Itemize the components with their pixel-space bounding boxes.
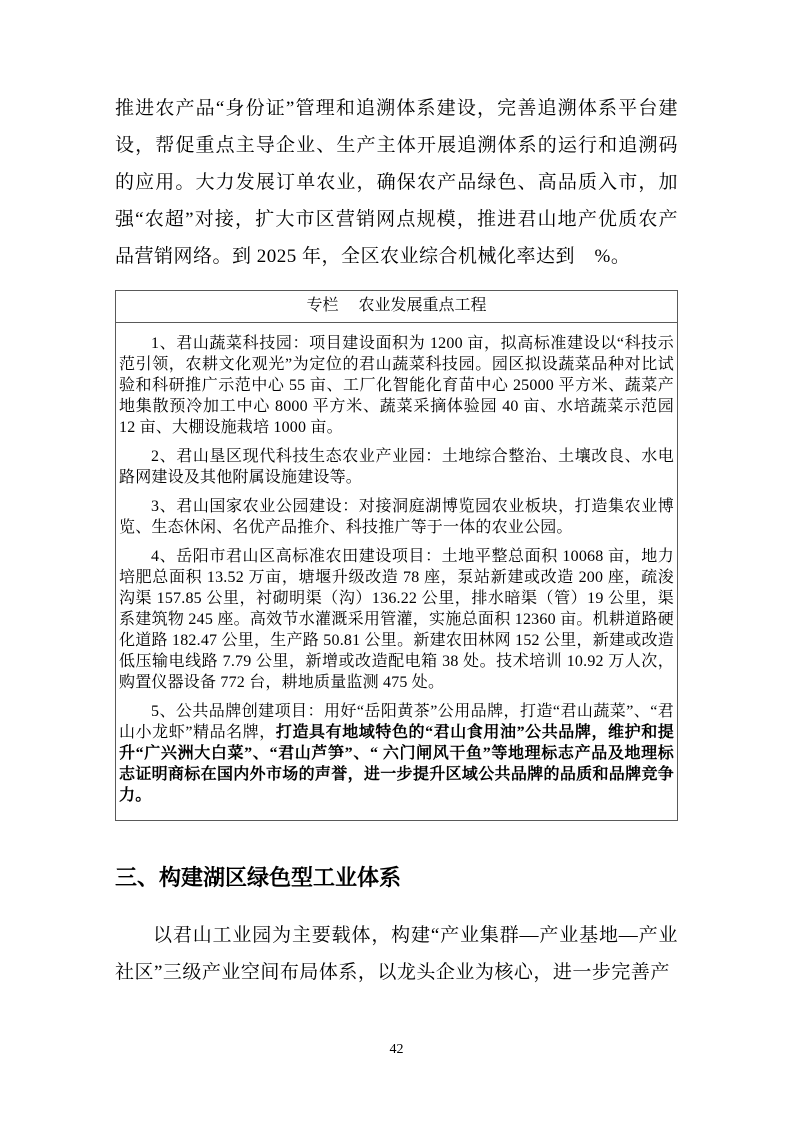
- box-item-3-text: 3、君山国家农业公园建设：对接洞庭湖博览园农业板块，打造集农业博览、生态休闲、名优产品推介、科技推广等于一体的农业公园。: [119, 498, 674, 536]
- page-number: 42: [389, 1042, 404, 1057]
- box-item-4: [119, 546, 674, 693]
- box-item-2: [119, 446, 674, 488]
- box-item-5-text: 5、公共品牌创建项目：用好“岳阳黄茶”公用品牌，打造“君山蔬菜”、“君山小龙虾”精品名牌，: [119, 703, 674, 741]
- intro-paragraph: 推进农产品“身份证”管理和追溯体系建设，完善追溯体系平台建设，帮促重点主导企业、生产主体开展追溯体系的运行和追溯码的应用。大力发展订单农业，确保农产品绿色、高品质入市，加强“农超”对接，扩大市区营销网点规模，推进君山地产优质农产品营销网络。到 2025 年，全区农业综合机械化率达到 %。: [115, 98, 678, 267]
- box-item-4-text: 4、岳阳市君山区高标准农田建设项目：土地平整总面积 10068 亩，地力培肥总面积 13.52 万亩，塘堰升级改造 78 座，泵站新建或改造 200 座，疏浚沟渠 157.85 公里，衬砌明渠（沟）136.22 公里，排水暗渠（管）19 公里，渠系建筑物 245 座。高效节水灌溉采用管灌，实施总面积 12360 亩。机耕道路硬化道路 182.47 公里，生产路 50.81 公里。新建农田林网 152 公里，新建或改造低压输电线路 7.79 公里，新增或改造配电箱 38 处。技术培训 10.92 万人次，购置仪器设备 772 台，耕地质量监测 475 处。: [119, 548, 674, 691]
- box-item-1-text: 1、君山蔬菜科技园：项目建设面积为 1200 亩，拟高标准建设以“科技示范引领，农耕文化观光”为定位的君山蔬菜科技园。园区拟设蔬菜品种对比试验和科研推广示范中心 55 亩、工厂化智能化育苗中心 25000 平方米、蔬菜产地集散预冷加工中心 8000 平方米、蔬菜采摘体验园 40 亩、水培蔬菜示范园 12 亩、大棚设施栽培 1000 亩。: [119, 335, 674, 436]
- closing-paragraph: 以君山工业园为主要载体，构建“产业集群—产业基地—产业社区”三级产业空间布局体系，以龙头企业为核心，进一步完善产: [115, 925, 678, 983]
- column-box-body: [116, 323, 677, 820]
- box-item-5-bold-text: 打造具有地域特色的“君山食用油”公共品牌，维护和提升“广兴洲大白菜”、“君山芦笋”、“ 六门闸风干鱼”等地理标志产品及地理标志证明商标在国内外市场的声誉，进一步提升区域公共品牌的品质和品牌竞争力。: [119, 724, 674, 804]
- box-item-2-text: 2、君山垦区现代科技生态农业产业园：土地综合整治、土壤改良、水电路网建设及其他附属设施建设等。: [119, 448, 674, 486]
- column-box-title: 专栏 农业发展重点工程: [116, 291, 677, 323]
- box-item-5: [119, 701, 674, 806]
- column-box: [115, 290, 678, 821]
- box-item-1: [119, 333, 674, 438]
- section-heading: 三、构建湖区绿色型工业体系: [115, 865, 402, 890]
- box-item-3: [119, 496, 674, 538]
